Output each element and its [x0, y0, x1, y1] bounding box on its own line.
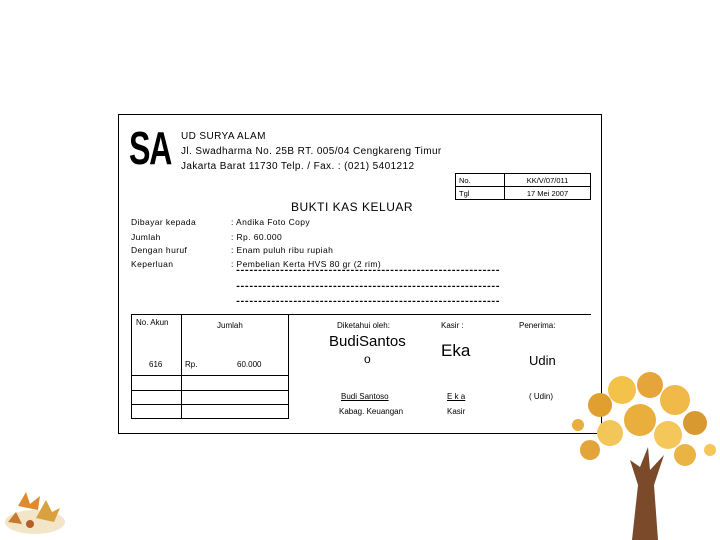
account-table-border — [131, 418, 289, 419]
field-label-paid-to: Dibayar kepada — [131, 217, 197, 227]
field-value-purpose: : Pembelian Kerta HVS 80 gr (2 rim) — [231, 259, 382, 269]
receiver-label: Penerima: — [519, 321, 556, 330]
voucher-date-value: 17 Mei 2007 — [505, 187, 591, 200]
company-logo: SA — [129, 122, 171, 174]
dash-line-1: ------------------------------------------------------------ — [235, 266, 500, 277]
cashier-signature: Eka — [441, 341, 471, 360]
cashier-name: E k a — [447, 392, 466, 401]
account-table-border — [131, 375, 289, 376]
cashier-label: Kasir : — [441, 321, 464, 330]
receiver-name: ( Udin) — [529, 392, 554, 401]
field-value-paid-to: : Andika Foto Copy — [231, 217, 311, 227]
field-label-in-words: Dengan huruf — [131, 245, 188, 255]
account-amount: 60.000 — [237, 360, 262, 369]
dash-line-2: ------------------------------------------------------------ — [235, 282, 500, 293]
dash-line-3: ------------------------------------------------------------ — [235, 297, 500, 308]
currency-label: Rp. — [185, 360, 198, 369]
cash-voucher — [118, 114, 602, 434]
field-label-amount: Jumlah — [131, 232, 161, 242]
account-header: No. Akun — [136, 318, 169, 327]
receiver-signature: Udin — [529, 353, 556, 368]
known-by-signature: BudiSantos — [329, 333, 406, 350]
field-value-in-words: : Enam puluh ribu rupiah — [231, 245, 334, 255]
account-number: 616 — [149, 360, 163, 369]
field-label-purpose: Keperluan — [131, 259, 174, 269]
known-by-label: Diketahui oleh: — [337, 321, 390, 330]
account-table-border — [131, 390, 289, 391]
autumn-tree-decoration — [560, 355, 720, 540]
amount-header: Jumlah — [217, 321, 243, 330]
known-by-name: Budi Santoso — [341, 392, 389, 401]
company-address: Jl. Swadharma No. 25B RT. 005/04 Cengkareng Timur — [181, 146, 442, 157]
voucher-no-value: KK/V/07/011 — [505, 174, 591, 187]
voucher-meta-table — [455, 173, 591, 200]
leaves-decoration — [0, 478, 70, 540]
cashier-title: Kasir — [447, 407, 466, 416]
voucher-title: BUKTI KAS KELUAR — [291, 200, 414, 214]
account-table-border — [131, 404, 289, 405]
company-name: UD SURYA ALAM — [181, 131, 266, 142]
field-value-amount: : Rp. 60.000 — [231, 232, 283, 242]
voucher-no-label: No. — [456, 174, 505, 187]
known-by-signature-tail: o — [364, 352, 371, 366]
voucher-date-label: Tgl — [456, 187, 505, 200]
company-contact: Jakarta Barat 11730 Telp. / Fax. : (021) 5401212 — [181, 161, 415, 172]
section-divider — [131, 314, 591, 315]
known-by-title: Kabag. Keuangan — [339, 407, 404, 416]
